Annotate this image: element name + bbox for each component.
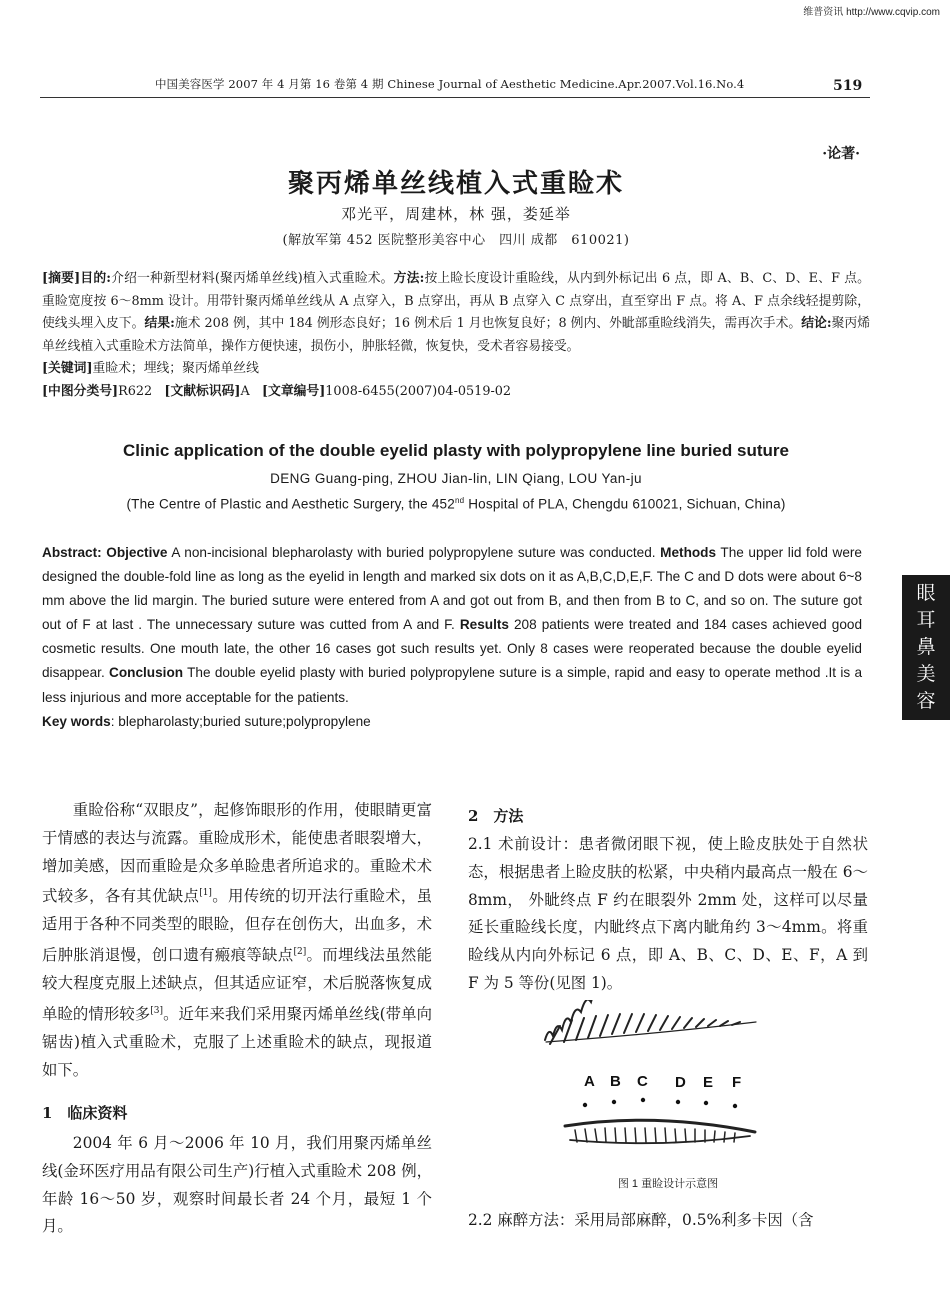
section-2-1-paragraph: 2.1 术前设计：患者微闭眼下视，使上睑皮肤处于自然状态，根据患者上睑皮肤的松紧，中央稍内最高点一般在 6～8mm， 外眦终点 F 约在眼裂外 2mm 处，这样可以尽量延长重睑线长度，内眦终点下离内眦角约 3～4mm。将重睑线从内向外标记 6 点，即 A、B、C、D、E、F，A 到 F 为 5 等份(见图 1)。 xyxy=(468,835,868,992)
abstract-en-label: Abstract: xyxy=(42,545,102,560)
label-B: B xyxy=(610,1073,621,1090)
dot-E xyxy=(704,1101,708,1105)
results-text: 施术 208 例，其中 184 例形态良好；16 例术后 1 月也恢复良好；8 例内、外眦部重睑线消失，需再次手术。 xyxy=(174,316,802,332)
eyelid-design-figure xyxy=(530,1000,830,1170)
results-en-label: Results xyxy=(459,617,509,633)
category-label: ·论著· xyxy=(822,146,860,162)
keywords-en-line xyxy=(42,710,862,734)
citation-2: [2] xyxy=(293,947,307,958)
label-F: F xyxy=(732,1074,742,1091)
keywords-cn-label: [关键词] xyxy=(42,361,93,377)
doc-code-label: [文献标识码] xyxy=(164,383,241,399)
dot-A xyxy=(583,1103,587,1107)
side-tab-char: 鼻 xyxy=(916,636,936,658)
eyelash-sketch xyxy=(565,1120,755,1143)
objective-text: 介绍一种新型材料(聚丙烯单丝线)植入式重睑术。 xyxy=(111,271,394,286)
methods-label: 方法: xyxy=(393,271,425,286)
label-D: D xyxy=(675,1074,686,1091)
methods-en: The upper lid fold were designed the double-fold line as long as the eyelid in length and marked six dots on it as A,B,C,D,E,F. The C and D dots were about 6~8 mm above the lid margin. The buried suture were entered from A and got out from B, and then from B to C, and so on. The suture got out of F at last . The unnecessary suture was cutted from A and F. xyxy=(42,545,862,633)
affiliation-en: (The Centre of Plastic and Aesthetic Surgery, the 452nd Hospital of PLA, Chengdu 610021, Sichuan, China) xyxy=(126,496,786,512)
authors-cn: 邓光平，周建林，林 强，娄延举 xyxy=(341,205,571,223)
watermark: 维普资讯 http://www.cqvip.com xyxy=(803,7,940,18)
section-1-heading: 1 临床资料 xyxy=(42,1104,128,1122)
intro-paragraph: 重睑俗称“双眼皮”，起修饰眼形的作用，使眼睛更富于情感的表达与流露。重睑成形术，能使患者眼裂增大，增加美感，因而重睑是众多单睑患者所追求的。重睑术术式较多，各有其优缺点[1]。用传统的切开法行重睑术，虽适用于各种不同类型的眼睑，但存在创伤大，出血多，术后肿胀消退慢，创口遗有瘢痕等缺点[2]。而埋线法虽然能较大程度克服上述缺点，但其适应证窄，术后脱落恢复成单睑的情形较多[3]。近年来我们采用聚丙烯单丝线(带单向锯齿)植入式重睑术，克服了上述重睑术的缺点，现报道如下。 xyxy=(42,801,432,1079)
doc-code-value: A xyxy=(240,383,250,399)
abstract-cn-label: [摘要] xyxy=(42,271,81,286)
keywords-en-label: Key words xyxy=(42,713,111,729)
objective-label: 目的: xyxy=(80,271,112,286)
side-tab-char: 耳 xyxy=(916,609,936,631)
eyebrow-sketch xyxy=(545,1000,756,1044)
results-en: 208 patients were treated and 184 cases achieved good cosmetic results. One mouth late, the other 16 cases got such results yet. Only 8 cases were reoperated because the double eyelid disappear. xyxy=(42,617,863,681)
side-tab-char: 眼 xyxy=(916,582,936,604)
keywords-cn-line xyxy=(42,358,870,381)
label-C: C xyxy=(637,1073,648,1090)
conclusion-en-label: Conclusion xyxy=(109,665,184,681)
dot-F xyxy=(733,1104,737,1108)
objective-en-label: Objective xyxy=(106,545,168,560)
side-tab-char: 容 xyxy=(916,690,936,712)
title-en: Clinic application of the double eyelid plasty with polypropylene line buried suture xyxy=(123,441,789,460)
conclusion-text: 聚丙烯单丝线植入式重睑术方法简单，操作方便快速，损伤小，肿胀轻微，恢复快，受术者容易接受。 xyxy=(42,316,871,354)
page-number: 519 xyxy=(833,78,863,94)
citation-3: [3] xyxy=(150,1005,164,1016)
figure-caption: 图 1 重睑设计示意图 xyxy=(617,1178,719,1190)
article-no-label: [文章编号] xyxy=(261,383,326,399)
conclusion-label: 结论: xyxy=(801,316,832,332)
article-no-value: 1008-6455(2007)04-0519-02 xyxy=(325,383,512,399)
affiliation-cn: (解放军第 452 医院整形美容中心 四川 成都 610021) xyxy=(282,233,630,248)
keywords-cn: 重睑术；埋线；聚丙烯单丝线 xyxy=(92,361,259,377)
objective-en: A non-incisional blepharolasty with buried polypropylene suture was conducted. xyxy=(171,545,656,560)
clc-value: R622 xyxy=(118,383,153,399)
clc-label: [中图分类号] xyxy=(42,383,119,399)
methods-text: 按上睑长度设计重睑线，从内到外标记出 6 点，即 A、B、C、D、E、F 点。重睑宽度按 6～8mm 设计。用带针聚丙烯单丝线从 A 点穿入，B 点穿出，再从 B 点穿入 C 点穿出，直至穿出 F 点。将 A、F 点余线轻提剪除，使线头埋入皮下。 xyxy=(42,271,870,332)
authors-en: DENG Guang-ping, ZHOU Jian-lin, LIN Qiang, LOU Yan-ju xyxy=(270,471,642,486)
dot-C xyxy=(641,1098,645,1102)
methods-en-label: Methods xyxy=(660,545,717,560)
results-label: 结果: xyxy=(144,316,175,332)
label-A: A xyxy=(584,1073,595,1090)
side-tab-char: 美 xyxy=(916,663,936,685)
title-cn: 聚丙烯单丝线植入式重睑术 xyxy=(287,169,624,199)
header-rule xyxy=(40,97,870,98)
label-E: E xyxy=(703,1074,714,1091)
section-1-body: 2004 年 6 月～2006 年 10 月，我们用聚丙烯单丝线(金环医疗用品有限公司生产)行植入式重睑术 208 例，年龄 16～50 岁，观察时间最长者 24 个月，最短 1 个月。 xyxy=(42,1134,432,1236)
abstract-cn xyxy=(42,268,870,404)
classification-line xyxy=(42,381,870,404)
keywords-en: : blepharolasty;buried suture;polypropylene xyxy=(110,713,371,729)
citation-1: [1] xyxy=(199,888,212,899)
section-2-2-paragraph: 2.2 麻醉方法：采用局部麻醉，0.5%利多卡因（含 xyxy=(468,1211,814,1229)
conclusion-en: The double eyelid plasty with buried polypropylene suture is a simple, rapid and easy to operate method .It is a less injurious and more acceptable for the patients. xyxy=(42,665,863,705)
section-side-tab xyxy=(902,575,950,720)
dot-D xyxy=(676,1100,680,1104)
running-title: 中国美容医学 2007 年 4 月第 16 卷第 4 期 Chinese Journal of Aesthetic Medicine.Apr.2007.Vol.16.No.4 xyxy=(155,77,745,91)
section-2-heading: 2 方法 xyxy=(468,807,524,825)
dot-B xyxy=(612,1100,616,1104)
abstract-en xyxy=(42,541,862,734)
